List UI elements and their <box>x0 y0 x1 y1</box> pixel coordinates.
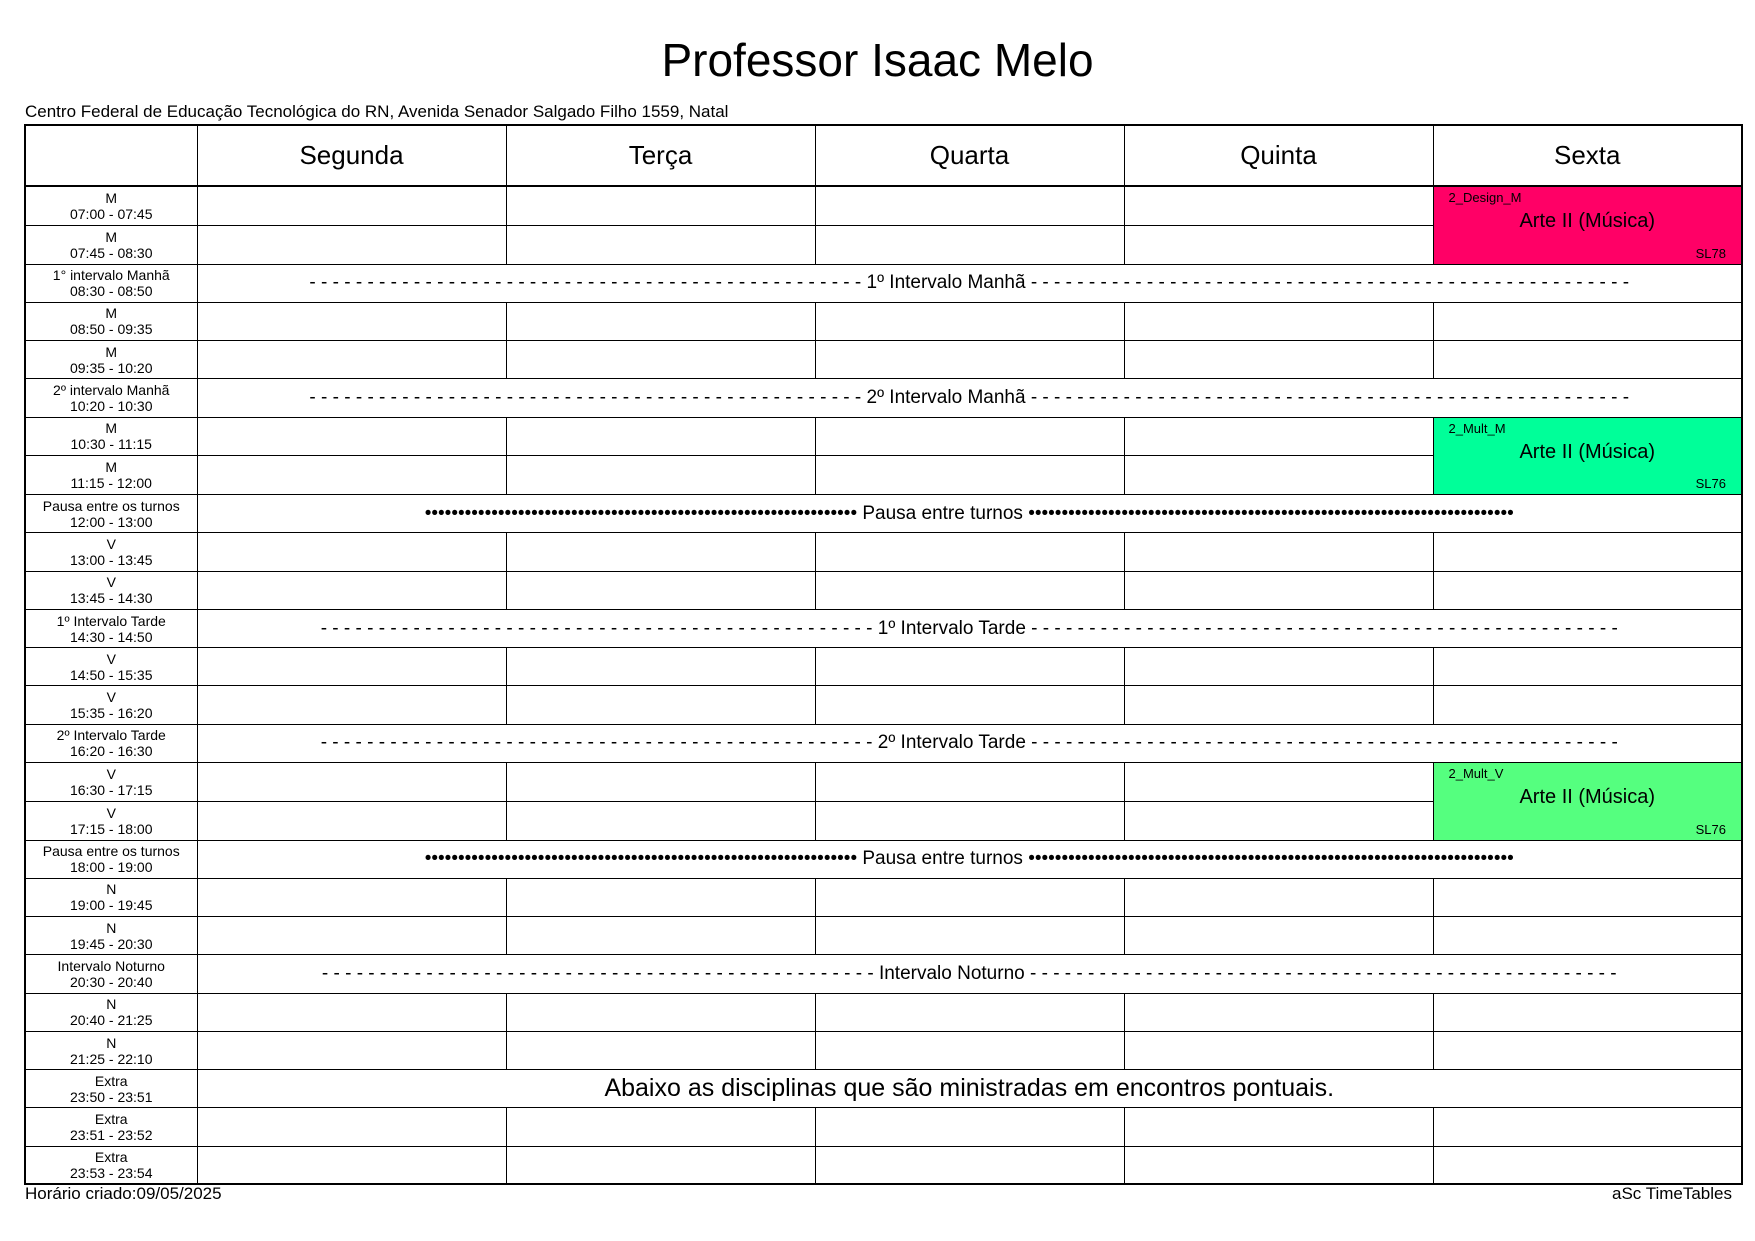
period-label <box>25 495 197 533</box>
lesson-class: 2_Design_M <box>1448 190 1522 205</box>
period-name: V <box>106 536 116 553</box>
day-header: Terça <box>506 125 815 186</box>
lesson-class: 2_Mult_M <box>1448 420 1506 436</box>
break-band: - - - - - - - - - - - - - - - - - - - - - - - - - - - - - - - - - - - - - - - - - - - - - - - - 1º Intervalo Manhã - - - - - - - - - - - - - - - - - - - - - - - - - - - - - - - - - - - - - - - - - - - - - - - - - - - - <box>197 264 1742 302</box>
period-name: N <box>106 919 117 936</box>
empty-slot[interactable] <box>506 763 815 802</box>
period-row <box>25 840 1742 878</box>
empty-slot[interactable] <box>506 878 815 916</box>
lesson-card[interactable] <box>1433 417 1742 495</box>
school-address: Centro Federal de Educação Tecnológica do RN, Avenida Senador Salgado Filho 1559, Natal <box>25 102 729 121</box>
period-name: M <box>105 420 118 437</box>
period-label <box>25 763 197 802</box>
period-row <box>25 302 1742 340</box>
period-name: N <box>106 1034 117 1051</box>
empty-slot[interactable] <box>1433 1146 1742 1184</box>
empty-slot[interactable] <box>197 1108 506 1146</box>
period-label <box>25 302 197 340</box>
period-name: M <box>105 459 118 476</box>
period-time: 14:30 - 14:50 <box>69 628 153 645</box>
period-time: 20:30 - 20:40 <box>69 973 153 990</box>
empty-slot[interactable] <box>197 763 506 802</box>
period-time: 16:30 - 17:15 <box>69 781 153 798</box>
extra-note: Abaixo as disciplinas que são ministradas em encontros pontuais. <box>197 1070 1742 1108</box>
empty-slot[interactable] <box>197 878 506 916</box>
period-time: 19:00 - 19:45 <box>69 897 153 914</box>
empty-slot[interactable] <box>197 648 506 686</box>
empty-slot[interactable] <box>815 341 1124 379</box>
empty-slot[interactable] <box>197 456 506 495</box>
lesson-room: SL78 <box>1695 245 1726 261</box>
period-name: M <box>105 189 118 206</box>
period-label <box>25 341 197 379</box>
day-header: Quinta <box>1124 125 1433 186</box>
empty-slot[interactable] <box>506 456 815 495</box>
period-time: 13:00 - 13:45 <box>69 552 153 569</box>
empty-slot[interactable] <box>1433 302 1742 340</box>
period-label <box>25 571 197 609</box>
empty-slot[interactable] <box>506 801 815 840</box>
empty-slot[interactable] <box>1124 763 1433 802</box>
period-row <box>25 533 1742 571</box>
empty-slot[interactable] <box>815 456 1124 495</box>
empty-slot[interactable] <box>506 1108 815 1146</box>
empty-slot[interactable] <box>1124 1031 1433 1069</box>
period-name: 2º intervalo Manhã <box>53 381 170 398</box>
lesson-card[interactable] <box>1433 763 1742 841</box>
period-name: N <box>106 996 117 1013</box>
empty-slot[interactable] <box>815 1108 1124 1146</box>
empty-slot[interactable] <box>197 225 506 264</box>
lesson-subject: Arte II (Música) <box>1519 440 1656 463</box>
empty-slot[interactable] <box>506 225 815 264</box>
period-time: 13:45 - 14:30 <box>69 590 153 607</box>
period-row <box>25 917 1742 955</box>
period-time: 10:20 - 10:30 <box>69 397 153 414</box>
period-label <box>25 955 197 993</box>
empty-slot[interactable] <box>815 993 1124 1031</box>
day-header: Sexta <box>1433 125 1742 186</box>
empty-slot[interactable] <box>197 686 506 724</box>
period-time: 17:15 - 18:00 <box>69 820 153 837</box>
lesson-content <box>1434 418 1742 495</box>
period-label <box>25 456 197 495</box>
break-band: - - - - - - - - - - - - - - - - - - - - - - - - - - - - - - - - - - - - - - - - - - - - - - - - 1º Intervalo Tarde - - - - - - - - - - - - - - - - - - - - - - - - - - - - - - - - - - - - - - - - - - - - - - - - - - - <box>197 609 1742 647</box>
empty-slot[interactable] <box>815 878 1124 916</box>
day-header: Quarta <box>815 125 1124 186</box>
empty-slot[interactable] <box>1433 571 1742 609</box>
empty-slot[interactable] <box>197 341 506 379</box>
software-credit: aSc TimeTables <box>1612 1184 1732 1203</box>
empty-slot[interactable] <box>197 302 506 340</box>
period-label <box>25 379 197 417</box>
period-row <box>25 264 1742 302</box>
empty-slot[interactable] <box>506 993 815 1031</box>
lesson-card[interactable] <box>1433 186 1742 264</box>
page-title: Professor Isaac Melo <box>661 34 1094 86</box>
break-band: - - - - - - - - - - - - - - - - - - - - - - - - - - - - - - - - - - - - - - - - - - - - - - - - 2º Intervalo Tarde - - - - - - - - - - - - - - - - - - - - - - - - - - - - - - - - - - - - - - - - - - - - - - - - - - - <box>197 724 1742 762</box>
empty-slot[interactable] <box>1433 686 1742 724</box>
period-time: 14:50 - 15:35 <box>69 666 153 683</box>
period-label <box>25 686 197 724</box>
lesson-content <box>1434 187 1742 264</box>
period-name: Extra <box>94 1111 128 1128</box>
period-time: 07:00 - 07:45 <box>69 205 153 222</box>
empty-slot[interactable] <box>815 1146 1124 1184</box>
created-date: Horário criado:09/05/2025 <box>25 1184 222 1203</box>
empty-slot[interactable] <box>197 993 506 1031</box>
period-row <box>25 186 1742 225</box>
empty-slot[interactable] <box>815 1031 1124 1069</box>
period-name: Extra <box>94 1149 128 1166</box>
period-row <box>25 724 1742 762</box>
empty-slot[interactable] <box>815 186 1124 225</box>
empty-slot[interactable] <box>1433 878 1742 916</box>
empty-slot[interactable] <box>1124 225 1433 264</box>
empty-slot[interactable] <box>815 302 1124 340</box>
empty-slot[interactable] <box>506 533 815 571</box>
empty-slot[interactable] <box>1124 1146 1433 1184</box>
empty-slot[interactable] <box>506 1031 815 1069</box>
period-label <box>25 917 197 955</box>
period-time: 16:20 - 16:30 <box>69 743 153 760</box>
period-row <box>25 993 1742 1031</box>
period-name: M <box>105 343 118 360</box>
empty-slot[interactable] <box>815 225 1124 264</box>
period-name: N <box>106 881 117 898</box>
period-row <box>25 1070 1742 1108</box>
corner-cell <box>25 125 197 186</box>
period-row <box>25 609 1742 647</box>
empty-slot[interactable] <box>506 417 815 456</box>
empty-slot[interactable] <box>1124 993 1433 1031</box>
empty-slot[interactable] <box>1433 341 1742 379</box>
empty-slot[interactable] <box>1433 993 1742 1031</box>
period-label <box>25 878 197 916</box>
period-name: 1º Intervalo Tarde <box>56 612 166 629</box>
lesson-class: 2_Mult_V <box>1448 766 1504 782</box>
empty-slot[interactable] <box>506 917 815 955</box>
empty-slot[interactable] <box>1124 186 1433 225</box>
day-header-row <box>25 125 1742 186</box>
lesson-content <box>1434 763 1742 840</box>
period-label <box>25 993 197 1031</box>
period-time: 11:15 - 12:00 <box>70 475 152 492</box>
period-time: 07:45 - 08:30 <box>69 244 153 261</box>
period-time: 12:00 - 13:00 <box>69 513 153 530</box>
period-name: Pausa entre os turnos <box>42 843 180 860</box>
empty-slot[interactable] <box>506 341 815 379</box>
empty-slot[interactable] <box>1124 302 1433 340</box>
period-row <box>25 495 1742 533</box>
empty-slot[interactable] <box>1124 417 1433 456</box>
empty-slot[interactable] <box>506 686 815 724</box>
empty-slot[interactable] <box>197 1031 506 1069</box>
period-name: Pausa entre os turnos <box>42 497 180 514</box>
lesson-subject: Arte II (Música) <box>1519 210 1656 232</box>
empty-slot[interactable] <box>197 1146 506 1184</box>
empty-slot[interactable] <box>1124 456 1433 495</box>
period-time: 10:30 - 11:15 <box>70 436 152 453</box>
empty-slot[interactable] <box>815 801 1124 840</box>
period-label <box>25 225 197 264</box>
period-time: 23:51 - 23:52 <box>69 1127 153 1144</box>
period-row <box>25 379 1742 417</box>
period-label <box>25 533 197 571</box>
period-time: 18:00 - 19:00 <box>69 859 153 876</box>
period-time: 21:25 - 22:10 <box>69 1050 153 1067</box>
period-row <box>25 341 1742 379</box>
period-row <box>25 571 1742 609</box>
lesson-room: SL76 <box>1695 821 1726 837</box>
period-name: M <box>105 305 118 322</box>
empty-slot[interactable] <box>1124 648 1433 686</box>
empty-slot[interactable] <box>1124 571 1433 609</box>
empty-slot[interactable] <box>1124 341 1433 379</box>
period-label <box>25 801 197 840</box>
empty-slot[interactable] <box>815 533 1124 571</box>
break-band: ••••••••••••••••••••••••••••••••••••••••••••••••••••••••••••••••• Pausa entre turnos ••••••••••••••••••••••••••••••••••••••••••••••••••••••••••••••••••••••••• <box>197 495 1742 533</box>
empty-slot[interactable] <box>197 571 506 609</box>
empty-slot[interactable] <box>197 801 506 840</box>
period-label <box>25 417 197 456</box>
period-row <box>25 955 1742 993</box>
period-name: V <box>106 804 116 821</box>
period-label <box>25 609 197 647</box>
empty-slot[interactable] <box>1433 1031 1742 1069</box>
empty-slot[interactable] <box>815 571 1124 609</box>
empty-slot[interactable] <box>1124 878 1433 916</box>
period-label <box>25 840 197 878</box>
empty-slot[interactable] <box>1124 1108 1433 1146</box>
empty-slot[interactable] <box>1433 648 1742 686</box>
break-band: - - - - - - - - - - - - - - - - - - - - - - - - - - - - - - - - - - - - - - - - - - - - - - - - Intervalo Noturno - - - - - - - - - - - - - - - - - - - - - - - - - - - - - - - - - - - - - - - - - - - - - - - - - - - <box>197 955 1742 993</box>
period-time: 23:50 - 23:51 <box>69 1088 153 1105</box>
empty-slot[interactable] <box>815 686 1124 724</box>
period-label <box>25 1031 197 1069</box>
break-band: ••••••••••••••••••••••••••••••••••••••••••••••••••••••••••••••••• Pausa entre turnos ••••••••••••••••••••••••••••••••••••••••••••••••••••••••••••••••••••••••• <box>197 840 1742 878</box>
empty-slot[interactable] <box>1124 533 1433 571</box>
empty-slot[interactable] <box>506 302 815 340</box>
empty-slot[interactable] <box>197 417 506 456</box>
lesson-subject: Arte II (Música) <box>1519 786 1656 809</box>
period-name: Extra <box>94 1072 128 1089</box>
empty-slot[interactable] <box>197 533 506 571</box>
break-band: - - - - - - - - - - - - - - - - - - - - - - - - - - - - - - - - - - - - - - - - - - - - - - - - 2º Intervalo Manhã - - - - - - - - - - - - - - - - - - - - - - - - - - - - - - - - - - - - - - - - - - - - - - - - - - - - <box>197 379 1742 417</box>
period-time: 08:30 - 08:50 <box>69 283 153 300</box>
timetable-grid <box>24 124 1743 1185</box>
period-name: V <box>106 574 116 591</box>
period-row <box>25 1031 1742 1069</box>
empty-slot[interactable] <box>506 571 815 609</box>
period-time: 15:35 - 16:20 <box>69 705 153 722</box>
period-name: V <box>106 650 116 667</box>
period-label <box>25 648 197 686</box>
period-time: 19:45 - 20:30 <box>69 935 153 952</box>
empty-slot[interactable] <box>1433 533 1742 571</box>
empty-slot[interactable] <box>197 917 506 955</box>
period-time: 20:40 - 21:25 <box>69 1012 153 1029</box>
period-label <box>25 1070 197 1108</box>
period-row <box>25 417 1742 456</box>
empty-slot[interactable] <box>506 648 815 686</box>
lesson-room: SL76 <box>1695 476 1726 492</box>
empty-slot[interactable] <box>1124 801 1433 840</box>
period-row <box>25 686 1742 724</box>
period-label <box>25 1146 197 1184</box>
empty-slot[interactable] <box>815 648 1124 686</box>
empty-slot[interactable] <box>815 763 1124 802</box>
period-row <box>25 648 1742 686</box>
period-label <box>25 724 197 762</box>
period-name: M <box>105 228 118 245</box>
period-time: 08:50 - 09:35 <box>69 321 153 338</box>
period-name: 2º Intervalo Tarde <box>56 727 166 744</box>
period-label <box>25 264 197 302</box>
period-row <box>25 763 1742 802</box>
period-label <box>25 1108 197 1146</box>
empty-slot[interactable] <box>815 917 1124 955</box>
period-time: 23:53 - 23:54 <box>69 1165 153 1182</box>
empty-slot[interactable] <box>1124 686 1433 724</box>
period-row <box>25 1146 1742 1184</box>
empty-slot[interactable] <box>815 417 1124 456</box>
period-time: 09:35 - 10:20 <box>69 359 153 376</box>
period-label <box>25 186 197 225</box>
empty-slot[interactable] <box>197 186 506 225</box>
period-name: 1° intervalo Manhã <box>52 267 170 284</box>
period-name: Intervalo Noturno <box>57 957 165 974</box>
empty-slot[interactable] <box>1124 917 1433 955</box>
period-row <box>25 1108 1742 1146</box>
period-row <box>25 878 1742 916</box>
empty-slot[interactable] <box>506 186 815 225</box>
empty-slot[interactable] <box>1433 917 1742 955</box>
period-name: V <box>106 689 116 706</box>
empty-slot[interactable] <box>506 1146 815 1184</box>
empty-slot[interactable] <box>1433 1108 1742 1146</box>
day-header: Segunda <box>197 125 506 186</box>
period-name: V <box>106 765 116 782</box>
